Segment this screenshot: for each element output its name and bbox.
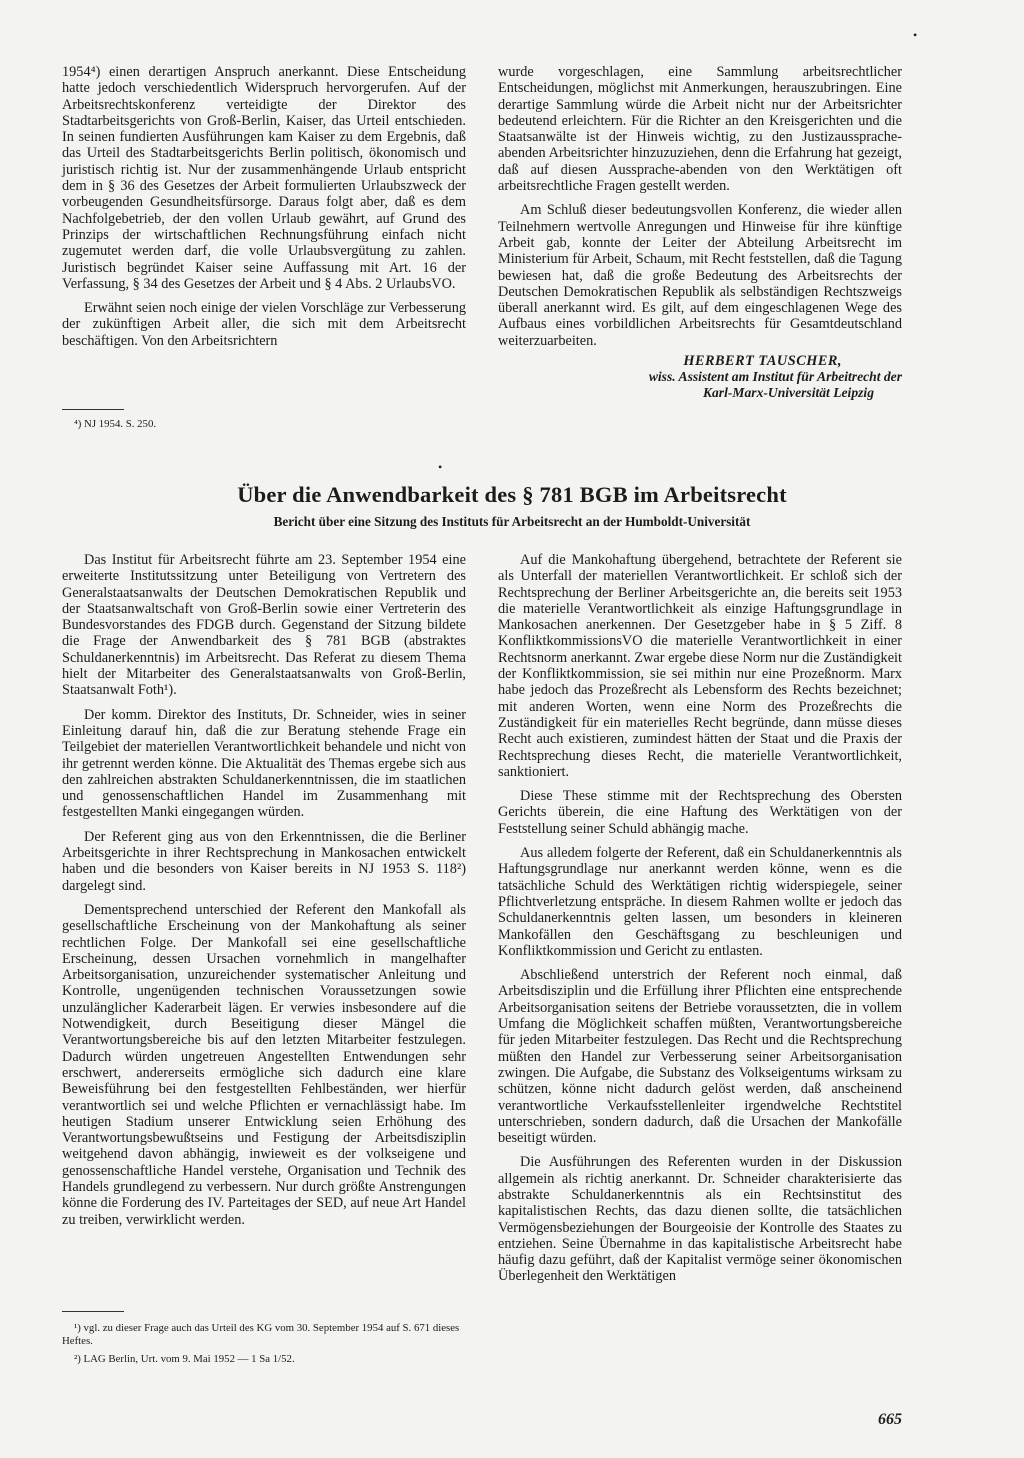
footnote-4: ⁴) NJ 1954. S. 250. — [74, 418, 157, 430]
article-left-column — [62, 552, 466, 1236]
footnote-rule — [62, 409, 124, 410]
top-left-column — [62, 64, 466, 357]
footnote-1: ¹) vgl. zu dieser Frage auch das Urteil des KG vom 30. September 1954 auf S. 671 dieses Heftes. — [62, 1322, 460, 1347]
paragraph: Der komm. Direktor des Instituts, Dr. Schneider, wies in seiner Einleitung darauf hin, daß die zur Beratung stehende Frage ein Teilgebiet der materiellen Verantwortlichkeit behandele und nicht von ihr getrennt werden könne. Die Aktualität des Themas ergebe sich aus den zahlreichen abstrakten Schuldanerkenntnissen, die im staatlichen und genossenschaftlichen Handel im Zusammenhang mit festgestellten Manki eingegangen würden. — [62, 706, 466, 821]
margin-mark: • — [913, 28, 918, 42]
footnotes — [62, 1322, 466, 1371]
article-title: Über die Anwendbarkeit des § 781 BGB im Arbeitsrecht — [237, 482, 787, 507]
signature-role-1: wiss. Assistent am Institut für Arbeitrecht der — [648, 369, 902, 385]
paragraph: Der Referent ging aus von den Erkenntnissen, die die Berliner Arbeitsgerichte in ihrer Rechtsprechung in Mankosachen entwickelt haben und die besonders von Kaiser bereits in NJ 1953 S. 118²) dargelegt sind. — [62, 828, 466, 894]
paragraph: 1954⁴) einen derartigen Anspruch anerkannt. Diese Entscheidung hatte jedoch verschiedentlich Widerspruch hervorgerufen. Auf der Arbeitsrechtskonferenz verteidigte der Direktor des Stadtarbeitsgerichts von Groß-Berlin, Kaiser, das Urteil entschieden. In seinen fundierten Ausführungen kam Kaiser zu dem Ergebnis, daß das Urteil des Stadtarbeitsgerichts Berlin politisch, ökonomisch und juristisch richtig ist. Nur der zusammenhängende Urlaub entspricht dem in § 36 des Gesetzes der Arbeit formulierten Urlaubszweck der vorbeugenden Gesundheitsfürsorge. Daraus folgt aber, daß es dem Nachfolgebetrieb, der den vollen Urlaub gewährt, auf Grund des Prinzips der wirtschaftlichen Rechnungsführung einfach nicht zugemutet werden darf, die volle Urlaubsvergütung zu zahlen. Juristisch begründet Kaiser seine Auffassung mit Art. 16 der Verfassung, § 34 des Gesetzes der Arbeit und § 4 Abs. 2 UrlaubsVO. — [62, 64, 466, 292]
paragraph: wurde vorgeschlagen, eine Sammlung arbeitsrechtlicher Entscheidungen, möglichst mit Anmerkungen, herauszubringen. Eine derartige Sammlung würde die Arbeit nicht nur der Arbeitsrichter bedeutend erleichtern. Für die Richter an den Kreisgerichten und die Staatsanwälte ist der Hinweis wichtig, zu den Justizaussprache-abenden Arbeitsrichter hinzuzuziehen, denn die Erfahrung hat gezeigt, daß auf diesen Aussprache-abenden von den Werktätigen oft arbeitsrechtliche Fragen gestellt werden. — [498, 64, 902, 195]
paragraph: Die Ausführungen des Referenten wurden in der Diskussion allgemein als richtig anerkannt. Dr. Schneider charakterisierte das abstrakte Schuldanerkenntnis als ein Rechtsinstitut des kapitalistischen Rechts, das dazu dienen sollte, die tatsächlichen Vermögensbeziehungen der Bourgeoisie der Kontrolle des Staates zu entziehen. Seine Übernahme in das kapitalistische Arbeitsrecht habe häufig dazu geführt, daß der Kapitalist vermöge seiner ökonomischen Überlegenheit den Werktätigen — [498, 1154, 902, 1285]
separator-dot: • — [438, 460, 443, 474]
paragraph: Am Schluß dieser bedeutungsvollen Konferenz, die wieder allen Teilnehmern wertvolle Anregungen und Hinweise für ihre künftige Arbeit gab, konnte der Leiter der Abteilung Arbeitsrecht im Ministerium für Arbeit, Schaum, mit Recht feststellen, daß die Tagung bewiesen hat, daß die große Bedeutung des Arbeitsrechts der Deutschen Demokratischen Republik als selbständigen Rechtszweigs überall anerkannt wird. Es gilt, auf dem eingeschlagenen Wege des Aufbaus eines vorbildlichen Arbeitsrechts für Gesamtdeutschland weiterzuarbeiten. — [498, 202, 902, 349]
paragraph: Aus alledem folgerte der Referent, daß ein Schuldanerkenntnis als Haftungsgrundlage nur anerkannt werden könne, wenn es die tatsächliche Schuld des Werktätigen richtig widerspiegele, seiner Pflichtverletzung entspräche. In diesem Rahmen wollte er jedoch das Schuldanerkenntnis gelten lassen, um besonders in kleineren Mankofällen den Geschäftsgang zu beschleunigen und Konfliktkommission und Gericht zu entlasten. — [498, 845, 902, 959]
footnote-2: ²) LAG Berlin, Urt. vom 9. Mai 1952 — 1 Sa 1/52. — [74, 1353, 295, 1365]
signature-name: HERBERT TAUSCHER, — [683, 353, 842, 370]
paragraph: Das Institut für Arbeitsrecht führte am 23. September 1954 eine erweiterte Institutssitzung unter Beteiligung von Vertretern des Generalstaatsanwalts der Deutschen Demokratischen Republik und der Staatsanwaltschaft von Groß-Berlin sowie einer Vertreterin des Bundesvorstandes des FDGB durch. Gegenstand der Sitzung bildete die Frage der Anwendbarkeit des § 781 BGB (abstraktes Schuldanerkenntnis) im Arbeitsrecht. Das Referat zu diesem Thema hielt der Mitarbeiter des Generalstaatsanwalts von Groß-Berlin, Staatsanwalt Foth¹). — [62, 552, 466, 699]
paragraph: Erwähnt seien noch einige der vielen Vorschläge zur Verbesserung der zukünftigen Arbeit aller, die sich mit dem Arbeitsrecht beschäftigen. Von den Arbeitsrichtern — [62, 300, 466, 349]
article-right-column — [498, 552, 902, 1293]
paragraph: Dementsprechend unterschied der Referent den Mankofall als gesellschaftliche Erscheinung von der Mankohaftung als seiner rechtlichen Folge. Der Mankofall sei eine gesellschaftliche Erscheinung, dessen Ursachen vornehmlich in mangelhafter Arbeitsorganisation, unzureichender systematischer Anleitung und Kontrolle, ungenügenden technischen Voraussetzungen sowie unzulänglicher Kaderarbeit lägen. Er verwies insbesondere auf die Notwendigkeit, durch Beseitigung dieser Mängel die Verantwortungsbereiche bis auf den letzten Mitarbeiter festzulegen. Dadurch würden ungetreuen Angestellten Entwendungen sehr erschwert, andererseits ermögliche sich dadurch eine klare Beweisführung bei den festgestellten Fehlbeständen, wer hierfür verantwortlich sei und welche Pflichten er vernachlässigt habe. Im heutigen Stadium unserer Entwicklung seien Erhöhung des Verantwortungsbewußtseins und Festigung der Arbeitsdisziplin weitgehend davon abhängig, inwieweit es der volkseigene und genossenschaftliche Handel verstehe, Organisation und Technik des Handels grundlegend zu verbessern. Nur durch größte Anstrengungen könne die Forderung des IV. Parteitages der SED, auf neue Art Handel zu treiben, verwirklicht werden. — [62, 901, 466, 1228]
footnote — [62, 418, 462, 436]
top-right-column — [498, 64, 902, 401]
footnote-rule — [62, 1311, 124, 1312]
page-number: 665 — [878, 1411, 902, 1428]
paragraph: Abschließend unterstrich der Referent noch einmal, daß Arbeitsdisziplin und die Erfüllung ihrer Pflichten eine entsprechende Arbeitsorganisation seitens der Betriebe voraussetzten, die in vollem Umfang die Möglichkeit schaffen müßten, Verantwortungsbereiche für jeden Mitarbeiter festzulegen. Das Recht und die Rechtsprechung müßten den Handel zur Verbesserung seiner Arbeitsorganisation zwingen. Die Aufgabe, die Substanz des Volkseigentums wirksam zu schützen, könne nicht dadurch gelöst werden, daß anscheinend verantwortliche Verkaufsstellenleiter irgendwelche Rechtstitel unterschrieben, sondern dadurch, daß die Ursachen der Mankofälle beseitigt würden. — [498, 967, 902, 1147]
paragraph: Diese These stimme mit der Rechtsprechung des Obersten Gerichts überein, die eine Haftung des Werktätigen von der Feststellung seiner Schuld abhängig mache. — [498, 788, 902, 837]
paragraph: Auf die Mankohaftung übergehend, betrachtete der Referent sie als Unterfall der materiellen Verantwortlichkeit. Er schloß sich der Rechtsprechung der Berliner Arbeitsgerichte an, die bereits seit 1953 die materielle Verantwortlichkeit als einzige Haftungsgrundlage in Mankosachen anerkennen. Der Gesetzgeber habe in § 5 Ziff. 8 KonfliktkommissionsVO die materielle Verantwortlichkeit in einer Rechtsnorm anerkannt. Zwar ergebe diese Norm nur die Zuständigkeit der Konfliktkommission, sie sei mithin nur eine Prozeßnorm. Marx habe jedoch das Prozeßrecht als Lebensform des Rechts bezeichnet; mit anderen Worten, wenn eine Norm des Prozeßrechts die Zuständigkeit für ein materielles Recht begründe, dann müsse dieses Recht auch existieren, zumindest hätten der Staat und die Praxis der Rechtsprechung dieses Recht, die materielle Verantwortlichkeit, sanktioniert. — [498, 552, 902, 780]
signature-role-2: Karl-Marx-Universität Leipzig — [702, 385, 874, 401]
article-subtitle: Bericht über eine Sitzung des Instituts für Arbeitsrecht an der Humboldt-Universität — [273, 514, 751, 529]
